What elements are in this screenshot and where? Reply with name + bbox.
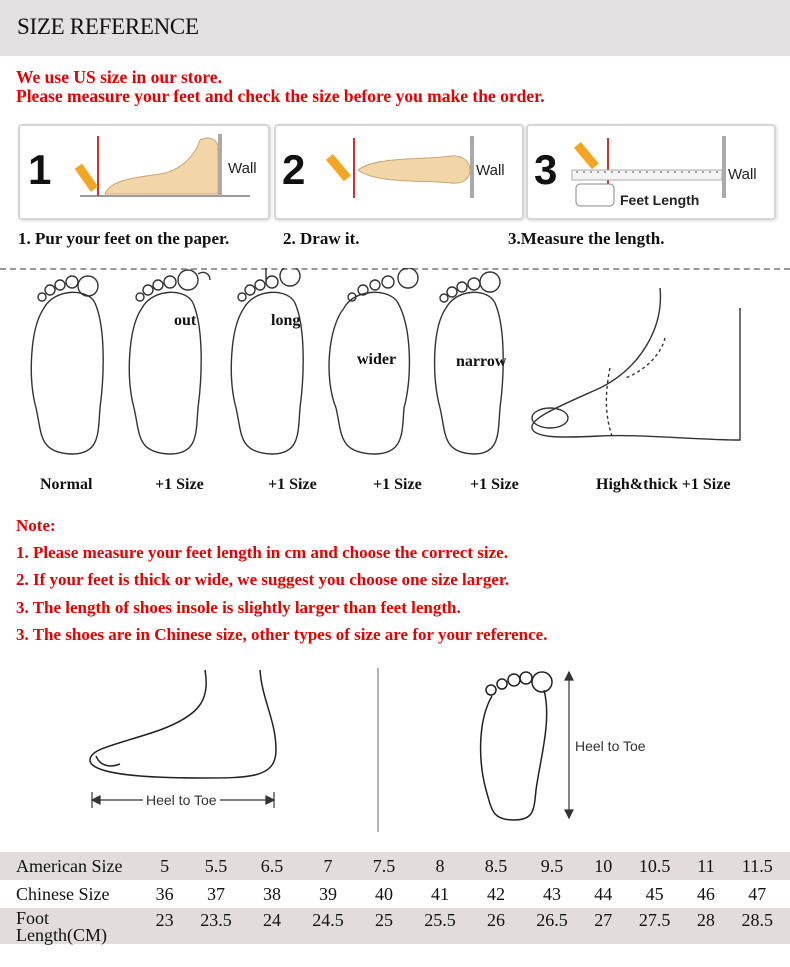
table-cell: 37 [206,883,225,904]
table-cell: 38 [262,883,281,904]
table-cell: 43 [542,883,561,904]
table-row-chinese [0,880,790,908]
table-cell: 11 [687,852,724,880]
table-cell: 10 [585,852,622,880]
foot-word-out: out [174,312,197,329]
table-cell: 41 [430,883,449,904]
sole-heel-to-toe-label: Heel to Toe [575,738,646,754]
foot-label-normal: Normal [40,476,93,493]
step-3-wall-label: Wall [728,166,757,183]
table-cell: 11.5 [725,852,790,880]
foot-word-long: long [271,312,301,329]
intro-line-2: Please measure your feet and check the size before you make the order. [16,86,545,106]
step-2-caption: 2. Draw it. [283,229,360,248]
table-cell: 39 [318,883,337,904]
row-label: American Size [0,852,146,880]
table-cell: 23.5 [183,908,248,944]
table-cell: 8.5 [473,852,520,880]
foot-label-long: +1 Size [268,476,317,493]
header-bar [0,0,790,56]
table-cell: 23 [146,908,183,944]
table-cell: 28.5 [725,908,790,944]
table-cell: 45 [645,883,664,904]
table-row-american [0,852,790,880]
step-3-caption: 3.Measure the length. [508,229,665,248]
table-cell: 36 [155,883,174,904]
table-row-foot-length [0,908,790,944]
step-2-number: 2 [282,146,306,193]
table-cell: 27.5 [622,908,687,944]
table-cell: 5.5 [183,852,248,880]
table-cell: 25 [361,908,408,944]
step-1-wall-label: Wall [228,160,257,177]
table-cell: 24 [249,908,296,944]
table-cell: 6.5 [249,852,296,880]
table-cell: 27 [585,908,622,944]
table-cell: 44 [594,883,613,904]
table-cell: 7.5 [361,852,408,880]
page-title: SIZE REFERENCE [17,14,199,39]
step-3-number: 3 [534,146,558,193]
step-3-panel [526,124,776,220]
intro-text [16,68,545,106]
note-item: 2. If your feet is thick or wide, we suggest you choose one size larger. [16,570,510,589]
row-label-line-2: Length(CM) [16,925,107,945]
foot-label-wider: +1 Size [373,476,422,493]
table-cell: 47 [748,883,767,904]
step-2-wall-label: Wall [476,162,505,179]
measurement-illustration [0,660,790,840]
foot-word-narrow: narrow [456,353,507,370]
row-label-line-1: Foot [16,908,50,928]
foot-label-high-thick: High&thick +1 Size [596,476,731,493]
table-cell: 10.5 [622,852,687,880]
table-cell: 9.5 [519,852,584,880]
row-label [0,908,146,944]
note-item: 1. Please measure your feet length in cm and choose the correct size. [16,543,508,562]
foot-word-wider: wider [357,351,397,368]
intro-line-1: We use US size in our store. [16,67,222,87]
size-table [0,852,790,944]
table-cell: 42 [486,883,505,904]
table-cell: 5 [146,852,183,880]
step-1-panel [18,124,270,220]
step-1-caption: 1. Pur your feet on the paper. [18,229,230,248]
foot-label-out: +1 Size [155,476,204,493]
table-cell: 40 [374,883,393,904]
table-cell: 46 [696,883,715,904]
note-item: 3. The shoes are in Chinese size, other types of size are for your reference. [16,625,548,644]
step-3-feet-length-label: Feet Length [620,192,700,208]
step-1-number: 1 [28,146,52,193]
side-heel-to-toe-label: Heel to Toe [143,792,220,808]
note-item: 3. The length of shoes insole is slightly larger than feet length. [16,598,461,617]
table-cell: 25.5 [407,908,472,944]
foot-label-narrow: +1 Size [470,476,519,493]
table-cell: 28 [687,908,724,944]
row-label: Chinese Size [16,883,110,904]
table-cell: 26 [473,908,520,944]
table-cell: 26.5 [519,908,584,944]
note-title: Note: [16,516,56,535]
table-cell: 24.5 [295,908,360,944]
table-cell: 7 [295,852,360,880]
step-2-panel [274,124,524,220]
table-cell: 8 [407,852,472,880]
